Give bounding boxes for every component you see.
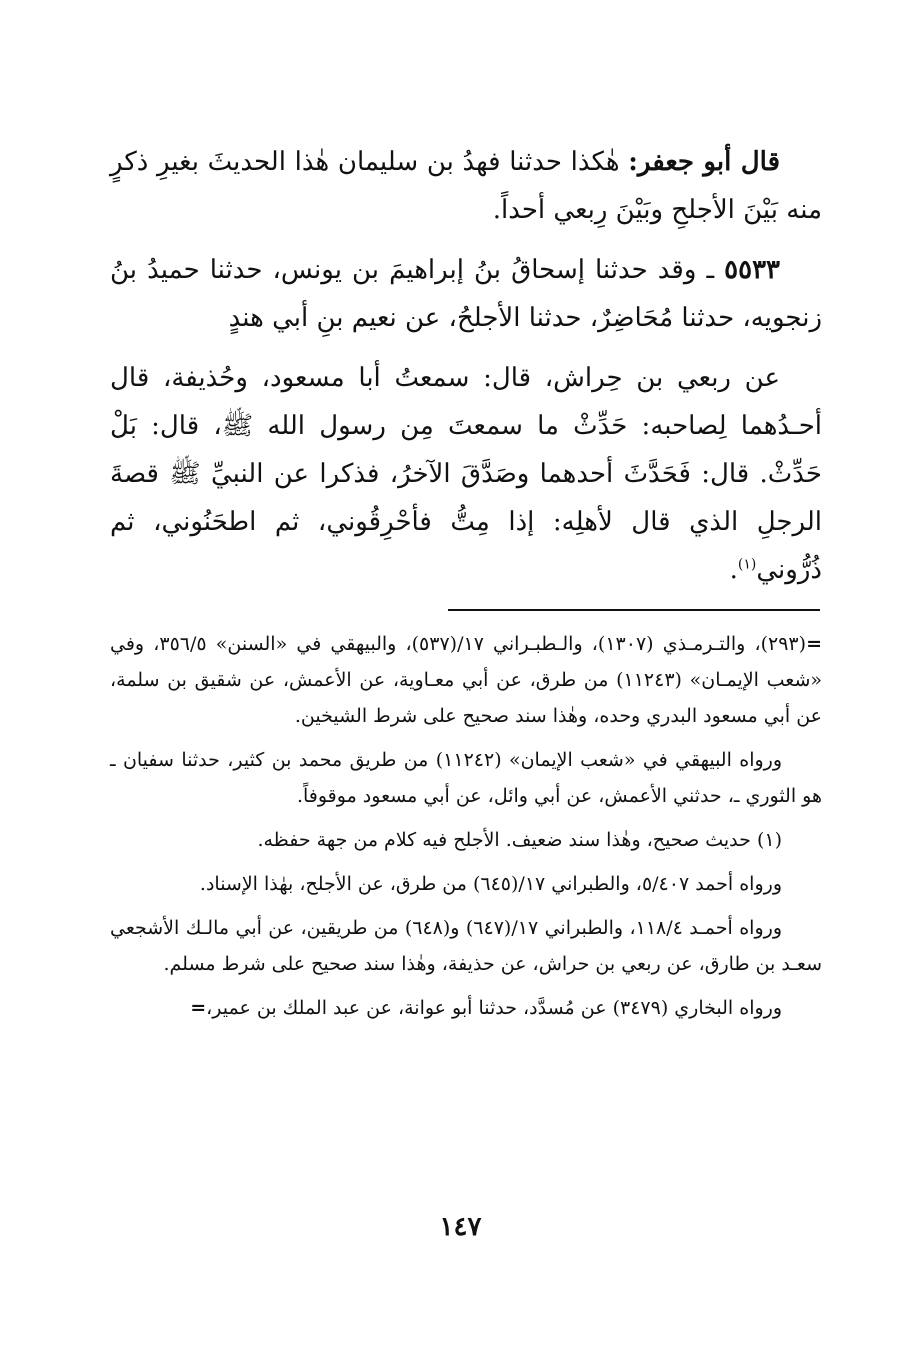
hadith-number: ٥٥٣٣ — [724, 255, 781, 285]
footnote-continued — [110, 626, 822, 734]
footnote-1: (١) حديث صحيح، وهٰذا سند ضعيف. الأجلح فيه كلام من جهة حفظه. — [257, 829, 782, 851]
paragraph-3-end: . — [729, 555, 738, 585]
main-text — [110, 138, 822, 606]
footnote-para: ورواه البيهقي في «شعب الإيمان» (١١٢٤٢) من طريق محمد بن كثير، حدثنا سفيان ـ هو الثوري ـ، حدثني الأعمش، عن أبي وائل، عن أبي مسعود موقوفاً. — [110, 749, 822, 807]
continued-marker-end: = — [190, 997, 207, 1019]
page-number: ١٤٧ — [439, 1212, 482, 1242]
continued-marker-start: = — [806, 633, 822, 655]
footnote-last-text: ورواه البخاري (٣٤٧٩) عن مُسدَّد، حدثنا أبو عوانة، عن عبد الملك بن عمير، — [206, 997, 782, 1019]
paragraph-1-text: هٰكذا حدثنا فهدُ بن سليمان هٰذا الحديثَ بغيرِ ذكرٍ منه بَيْنَ الأجلحِ وبَيْنَ رِبعي أحداً. — [110, 147, 822, 225]
paragraph-3 — [110, 354, 822, 594]
footnote-continued-text: (٢٩٣)، والتـرمـذي (١٣٠٧)، والـطبـراني ١٧/(٥٣٧)، والبيهقي في «السنن» ٣٥٦/٥، وفي «شعب الإيمـان» (١١٢٤٣) من طرق، عن أبي معـاوية، عن الأعمش، عن شقيق بن سلمة، عن أبي مسعود البدري وحده، وهٰذا سند صحيح على شرط الشيخين. — [110, 633, 822, 727]
footnote-para-last — [110, 990, 822, 1026]
paragraph-1-lead: قال أبو جعفر: — [628, 147, 781, 177]
hadith-matn: عن ربعي بن حِراش، قال: سمعتُ أبا مسعود، وحُذيفة، قال أحـدُهما لِصاحبه: حَدِّثْ ما سمعتَ مِن رسول الله ﷺ، قال: بَلْ حَدِّثْ. قال: فَحَدَّثَ أحدهما وصَدَّقَ الآخرُ، فذكرا عن النبيِّ ﷺ قصةَ الرجلِ الذي قال لأهلِه: إذا مِتُّ فأحْرِقُوني، ثم اطحَنُوني، ثم ذُرُّوني — [110, 363, 822, 585]
footnote-ref-1: (١) — [737, 556, 757, 573]
footnote-para: ورواه أحمد ٥/٤٠٧، والطبراني ١٧/(٦٤٥) من طرق، عن الأجلح، بهٰذا الإسناد. — [199, 873, 782, 895]
footnote-para: ورواه أحمـد ١١٨/٤، والطبراني ١٧/(٦٤٧) و(٦٤٨) من طريقين، عن أبي مالـك الأشجعي سعـد بن طارق، عن ربعي بن حراش، عن حذيفة، وهٰذا سند صحيح على شرط مسلم. — [110, 917, 822, 975]
hadith-isnad: ـ وقد حدثنا إسحاقُ بنُ إبراهيمَ بن يونس، حدثنا حميدُ بنُ زنجويه، حدثنا مُحَاضِرٌ، حدثنا الأجلحُ، عن نعيم بنِ أبي هندٍ — [110, 255, 822, 333]
paragraph-1 — [110, 138, 822, 234]
footnotes — [110, 626, 822, 1034]
footnote-divider — [448, 609, 820, 611]
hadith-5533 — [110, 246, 822, 342]
